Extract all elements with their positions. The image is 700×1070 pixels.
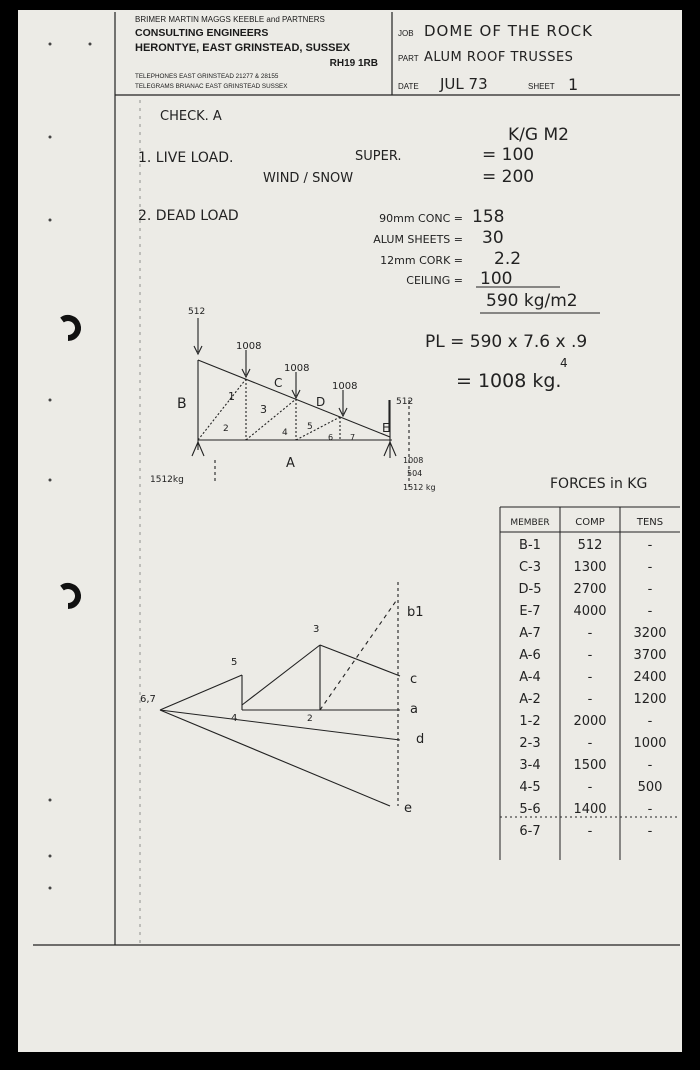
region-5: 5 [307,422,313,432]
forces-cell-comp: - [587,626,593,641]
forces-cell-tens: 1000 [633,736,667,751]
right-reaction-3: 1512 kg [403,483,436,492]
forces-cell-tens: - [647,824,653,839]
forces-cell-comp: - [587,824,593,839]
forces-cell-comp: - [587,780,593,795]
forces-cell-comp: - [587,648,593,663]
forces-cell-tens: - [647,714,653,729]
super-label: SUPER. [355,149,402,164]
forces-cell-member: 2-3 [519,736,541,751]
forces-cell-member: A-4 [519,670,541,685]
dead-item-value-1: 158 [472,207,505,227]
forces-cell-comp: 1300 [573,560,607,575]
load-label-2: 1008 [236,341,262,352]
load-label-4: 1008 [332,381,358,392]
forces-cell-comp: 2000 [573,714,607,729]
forces-cell-tens: - [647,802,653,817]
point-load-result: = 1008 kg. [456,370,562,392]
force-label-d: d [416,732,425,747]
forces-header-member: MEMBER [510,518,550,528]
paper-background [18,10,682,1052]
force-label-3: 3 [313,624,320,635]
forces-cell-comp: - [587,692,593,707]
wind-snow-label: WIND / SNOW [263,171,354,186]
super-value: = 100 [482,145,535,165]
forces-cell-member: A-7 [519,626,541,641]
forces-cell-tens: 1200 [633,692,667,707]
forces-cell-comp: - [587,670,593,685]
region-A: A [286,456,295,471]
forces-cell-tens: 3700 [633,648,667,663]
dead-item-label-3: 12mm CORK = [380,254,463,267]
dead-item-label-4: CEILING = [406,274,463,287]
check-heading: CHECK. A [160,109,222,124]
region-6: 6 [328,433,334,442]
forces-cell-member: A-2 [519,692,541,707]
force-label-e: e [404,801,412,816]
live-load-heading: 1. LIVE LOAD. [138,150,234,166]
forces-cell-member: B-1 [519,538,541,553]
forces-cell-member: D-5 [518,582,542,597]
forces-cell-member: 6-7 [519,824,541,839]
force-label-4: 4 [231,713,238,724]
forces-cell-member: E-7 [519,604,541,619]
date-value: JUL 73 [440,75,488,93]
region-B: B [177,396,187,412]
force-label-c: c [410,672,418,687]
firm-postcode: RH19 1RB [329,58,378,69]
region-2: 2 [223,424,229,434]
forces-cell-tens: - [647,604,653,619]
point-load-divisor: 4 [560,356,568,370]
force-label-a: a [410,702,418,717]
forces-cell-member: 5-6 [519,802,541,817]
forces-cell-tens: 3200 [633,626,667,641]
forces-cell-member: 1-2 [519,714,541,729]
force-label-b1: b1 [407,605,424,620]
forces-cell-member: C-3 [518,560,542,575]
region-7: 7 [350,433,356,442]
forces-header-tens: TENS [636,517,664,528]
dead-item-label-1: 90mm CONC = [379,212,463,225]
left-reaction: 1512kg [150,475,184,485]
forces-header-comp: COMP [575,517,605,528]
force-label-67: 6,7 [140,694,156,705]
job-value: DOME OF THE ROCK [424,22,593,40]
forces-cell-comp: 4000 [573,604,607,619]
load-label-3: 1008 [284,363,310,374]
forces-cell-member: 4-5 [519,780,541,795]
region-C: C [274,376,283,390]
forces-title: FORCES in KG [550,476,648,492]
firm-address: HERONTYE, EAST GRINSTEAD, SUSSEX [135,42,351,54]
firm-telegrams: TELEGRAMS BRIANAC EAST GRINSTEAD SUSSEX [135,83,288,90]
firm-name: BRIMER MARTIN MAGGS KEEBLE and PARTNERS [135,15,325,24]
region-3: 3 [260,403,267,416]
sheet-value: 1 [568,75,579,94]
job-label: JOB [398,29,414,38]
sheet-label: SHEET [528,82,555,91]
forces-cell-tens: 500 [637,780,663,795]
forces-cell-tens: - [647,758,653,773]
region-1: 1 [228,390,235,403]
load-label-5: 512 [396,397,414,407]
forces-cell-member: A-6 [519,648,541,663]
forces-cell-comp: 512 [577,538,603,553]
forces-cell-tens: 2400 [633,670,667,685]
region-E: E [382,421,390,435]
forces-cell-member: 3-4 [519,758,541,773]
right-reaction-1: 1008 [403,456,424,465]
force-label-2: 2 [307,714,313,724]
firm-telephones: TELEPHONES EAST GRINSTEAD 21277 & 28155 [135,73,279,80]
region-4: 4 [282,428,288,438]
forces-cell-comp: - [587,736,593,751]
point-load-formula: PL = 590 x 7.6 x .9 [425,332,588,352]
part-label: PART [398,54,419,63]
right-reaction-2: 504 [407,469,423,478]
dead-item-value-2: 30 [482,228,504,248]
units-label: K/G M2 [508,125,569,145]
dead-load-total: 590 kg/m2 [486,291,578,311]
forces-cell-comp: 1400 [573,802,607,817]
date-label: DATE [398,82,419,91]
dead-item-label-2: ALUM SHEETS = [373,233,463,246]
forces-cell-tens: - [647,582,653,597]
region-D: D [316,395,326,409]
load-label-1: 512 [188,307,206,317]
dead-item-value-3: 2.2 [494,249,522,269]
dead-load-heading: 2. DEAD LOAD [138,208,239,224]
forces-cell-tens: - [647,538,653,553]
firm-title: CONSULTING ENGINEERS [135,27,269,39]
forces-cell-tens: - [647,560,653,575]
wind-snow-value: = 200 [482,167,535,187]
forces-cell-comp: 2700 [573,582,607,597]
dead-item-value-4: 100 [480,269,513,289]
forces-cell-comp: 1500 [573,758,607,773]
force-label-5: 5 [231,657,238,668]
part-value: ALUM ROOF TRUSSES [424,50,574,65]
